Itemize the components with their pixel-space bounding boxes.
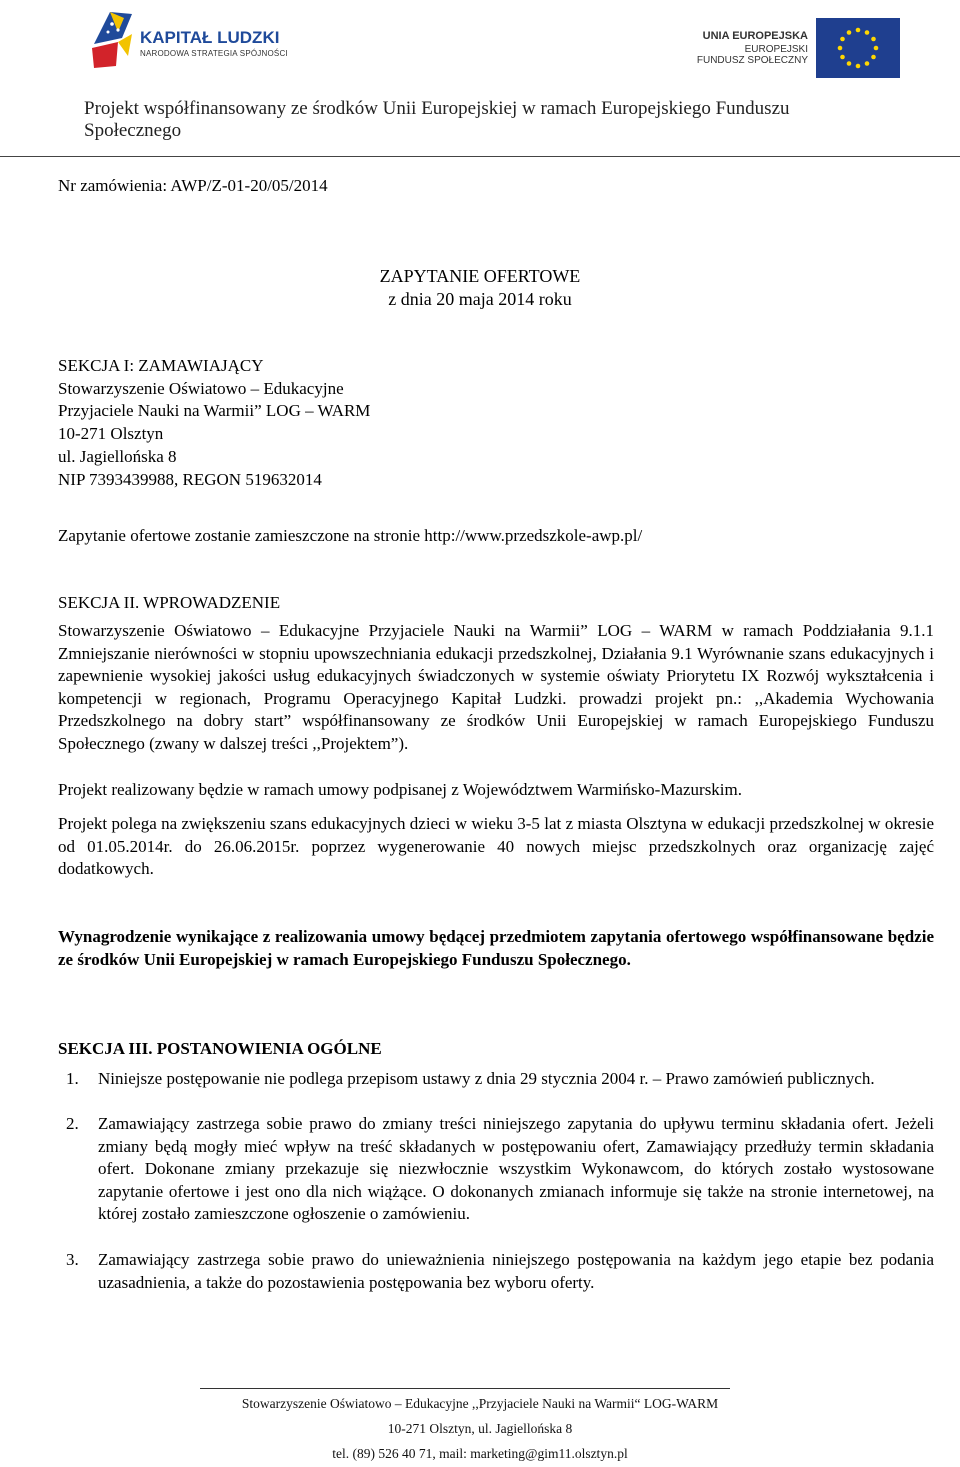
- section2-agreement: Projekt realizowany będzie w ramach umowy podpisanej z Województwem Warmińsko-Mazurskim.: [58, 780, 743, 799]
- eu-logo-line2: EUROPEJSKI: [744, 44, 808, 55]
- footer-divider: [200, 1388, 730, 1389]
- order-number: Nr zamówienia: AWP/Z-01-20/05/2014: [58, 176, 328, 195]
- eu-logo-line1: UNIA EUROPEJSKA: [702, 30, 808, 42]
- eu-logo-line3: FUNDUSZ SPOŁECZNY: [696, 55, 808, 66]
- project-cofinancing-line: Projekt współfinansowany ze środków Unii Europejskiej w ramach Europejskiego Funduszu Społecznego: [84, 98, 790, 141]
- kapital-ludzki-subtitle: NARODOWA STRATEGIA SPÓJNOŚCI: [140, 49, 288, 58]
- list-text: Zamawiający zastrzega sobie prawo do zmiany treści niniejszego zapytania do upływu terminu składania ofert. Jeżeli zmiany będą mogły mieć wpływ na treść składanych w postępowaniu ofert, Zamawiający przedłuży termin składania ofert. Dokonane zmiany przekazuje się niezwłocznie wszystkim Wykonawcom, do których zostało wystosowane zapytanie ofertowe i jest ono dla nich wiążące. O dokonanych zmianach informuje się także na stronie internetowej, na której zostało zamieszczone ogłoszenie o zamówieniu.: [98, 1114, 934, 1224]
- section2-heading: SEKCJA II. WPROWADZENIE: [58, 593, 281, 612]
- section1-line-2: Przyjaciele Nauki na Warmii” LOG – WARM: [58, 401, 371, 420]
- footer-address: 10-271 Olsztyn, ul. Jagiellońska 8: [387, 1421, 573, 1436]
- section1-heading: SEKCJA I: ZAMAWIAJĄCY: [58, 356, 264, 375]
- footer-organization: Stowarzyszenie Oświatowo – Edukacyjne ,,Przyjaciele Nauki na Warmii“ LOG-WARM: [241, 1396, 719, 1411]
- list-number: 1.: [66, 1069, 79, 1088]
- section1-line-1: Stowarzyszenie Oświatowo – Edukacyjne: [58, 379, 344, 398]
- eu-flag-icon: [816, 18, 900, 78]
- list-number: 2.: [66, 1114, 79, 1133]
- header-divider: [0, 156, 960, 157]
- section1-line-4: ul. Jagiellońska 8: [58, 447, 177, 466]
- eu-logo: [688, 18, 900, 78]
- kapital-ludzki-logo: [88, 8, 288, 70]
- document-date: z dnia 20 maja 2014 roku: [388, 289, 572, 309]
- list-number: 3.: [66, 1250, 79, 1269]
- footer-contact: tel. (89) 526 40 71, mail: marketing@gim11.olsztyn.pl: [332, 1446, 628, 1461]
- document-title: ZAPYTANIE OFERTOWE: [379, 266, 581, 286]
- section2-remuneration: Wynagrodzenie wynikające z realizowania umowy będącej przedmiotem zapytania ofertowego współfinansowane będzie ze środków Unii Europejskiej w ramach Europejskiego Funduszu Społecznego.: [58, 927, 934, 969]
- section2-intro: Stowarzyszenie Oświatowo – Edukacyjne Przyjaciele Nauki na Warmii” LOG – WARM w ramach Poddziałania 9.1.1 Zmniejszanie nierówności w stopniu upowszechniania edukacji przedszkolnej, Działania 9.1 Wyrównanie szans edukacyjnych i zapewnienie wysokiej jakości usług edukacyjnych świadczonych w systemie oświaty Priorytetu IX Rozwój wykształcenia i kompetencji w regionach, Programu Operacyjnego Kapitał Ludzki. prowadzi projekt pn.: ,,Akademia Wychowania Przedszkolnego na dobry start” współfinansowany ze środków Unii Europejskiej w ramach Europejskiego Funduszu Społecznego (zwany w dalszej treści ,,Projektem”).: [58, 621, 934, 753]
- section3-heading: SEKCJA III. POSTANOWIENIA OGÓLNE: [58, 1039, 382, 1058]
- publication-notice: Zapytanie ofertowe zostanie zamieszczone na stronie http://www.przedszkole-awp.pl/: [58, 526, 643, 545]
- list-text: Zamawiający zastrzega sobie prawo do unieważnienia niniejszego postępowania na każdym jego etapie bez podania uzasadnienia, a także do pozostawienia postępowania bez wyboru oferty.: [98, 1250, 934, 1292]
- section1-line-5: NIP 7393439988, REGON 519632014: [58, 470, 322, 489]
- section1-line-3: 10-271 Olsztyn: [58, 424, 164, 443]
- section2-goal: Projekt polega na zwiększeniu szans edukacyjnych dzieci w wieku 3-5 lat z miasta Olsztyna w edukacji przedszkolnej w okresie od 01.05.2014r. do 26.06.2015r. poprzez wygenerowanie 40 nowych miejsc przedszkolnych oraz organizację zajęć dodatkowych.: [58, 814, 934, 879]
- kapital-ludzki-title: KAPITAŁ LUDZKI: [140, 28, 280, 47]
- list-text: Niniejsze postępowanie nie podlega przepisom ustawy z dnia 29 stycznia 2004 r. – Prawo zamówień publicznych.: [98, 1069, 875, 1088]
